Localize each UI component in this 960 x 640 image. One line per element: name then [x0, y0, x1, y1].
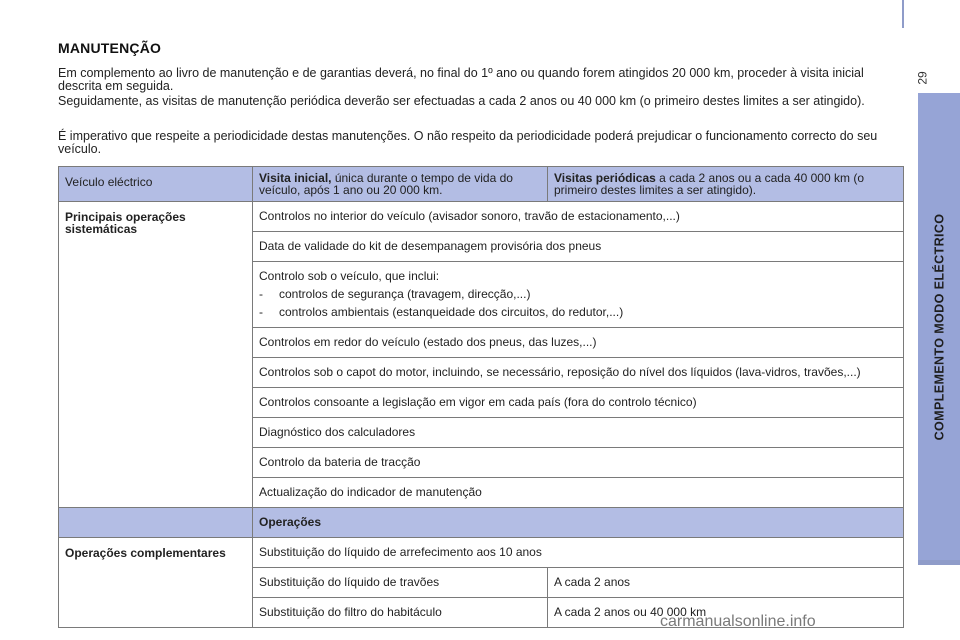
header-initial-visit: Visita inicial, única durante o tempo de vida do veículo, após 1 ano ou 20 000 km. — [253, 167, 548, 202]
operation-cell: Controlos em redor do veículo (estado dos pneus, das luzes,...) — [253, 328, 904, 358]
operations-header-row — [59, 508, 904, 538]
underbody-intro: Controlo sob o veículo, que inclui: — [259, 269, 440, 283]
intro-paragraph-2: Seguidamente, as visitas de manutenção periódica deverão ser efectuadas a cada 2 anos ou 40 000 km (o primeiro destes limites a ser atingido). — [58, 94, 865, 108]
systematic-operations-label: Principais operações sistemáticas — [59, 202, 253, 508]
maintenance-table — [58, 166, 904, 628]
operation-cell: Controlos sob o capot do motor, incluindo, se necessário, reposição do nível dos líquidos (lava-vidros, travões,...) — [253, 358, 904, 388]
operations-header-blank — [59, 508, 253, 538]
operation-cell: Substituição do filtro do habitáculo — [253, 598, 548, 628]
watermark: carmanualsonline.info — [660, 613, 816, 630]
table-row — [59, 202, 904, 232]
operation-cell: Substituição do líquido de travões — [253, 568, 548, 598]
table-row — [59, 538, 904, 568]
table-header-row — [59, 167, 904, 202]
operation-cell: Controlos consoante a legislação em vigor em cada país (fora do controlo técnico) — [253, 388, 904, 418]
operation-cell: Actualização do indicador de manutenção — [253, 478, 904, 508]
operation-cell: Data de validade do kit de desempanagem provisória dos pneus — [253, 232, 904, 262]
underbody-list — [259, 288, 899, 318]
operation-cell: Controlos no interior do veículo (avisador sonoro, travão de estacionamento,...) — [253, 202, 904, 232]
complementary-operations-label: Operações complementares — [59, 538, 253, 628]
list-item: - controlos de segurança (travagem, direcção,...) — [259, 288, 899, 300]
interval-cell: A cada 2 anos ou 40 000 km — [548, 598, 904, 628]
page-title: MANUTENÇÃO — [58, 40, 162, 56]
page-number: 29 — [915, 71, 930, 85]
operation-cell: Diagnóstico dos calculadores — [253, 418, 904, 448]
side-tab-underline — [918, 560, 960, 565]
operation-cell: Substituição do líquido de arrefecimento aos 10 anos — [253, 538, 904, 568]
intro-paragraph-1: Em complemento ao livro de manutenção e de garantias deverá, no final do 1º ano ou quando forem atingidos 20 000 km, proceder à visita inicial descrita em seguida. — [58, 66, 864, 93]
underbody-check-cell — [253, 262, 904, 328]
header-vehicle-type: Veículo eléctrico — [59, 167, 253, 202]
operation-cell: Controlo da bateria de tracção — [253, 448, 904, 478]
list-item: - controlos ambientais (estanqueidade dos circuitos, do redutor,...) — [259, 306, 899, 318]
operations-header: Operações — [253, 508, 904, 538]
interval-cell: A cada 2 anos — [548, 568, 904, 598]
header-periodic-visits: Visitas periódicas a cada 2 anos ou a cada 40 000 km (o primeiro destes limites a ser atingido). — [548, 167, 904, 202]
section-side-tab: COMPLEMENTO MODO ELÉCTRICO — [918, 93, 960, 560]
top-rule — [902, 0, 904, 28]
intro-paragraph-3: É imperativo que respeite a periodicidade destas manutenções. O não respeito da periodicidade poderá prejudicar o funcionamento correcto do seu veículo. — [58, 129, 878, 156]
